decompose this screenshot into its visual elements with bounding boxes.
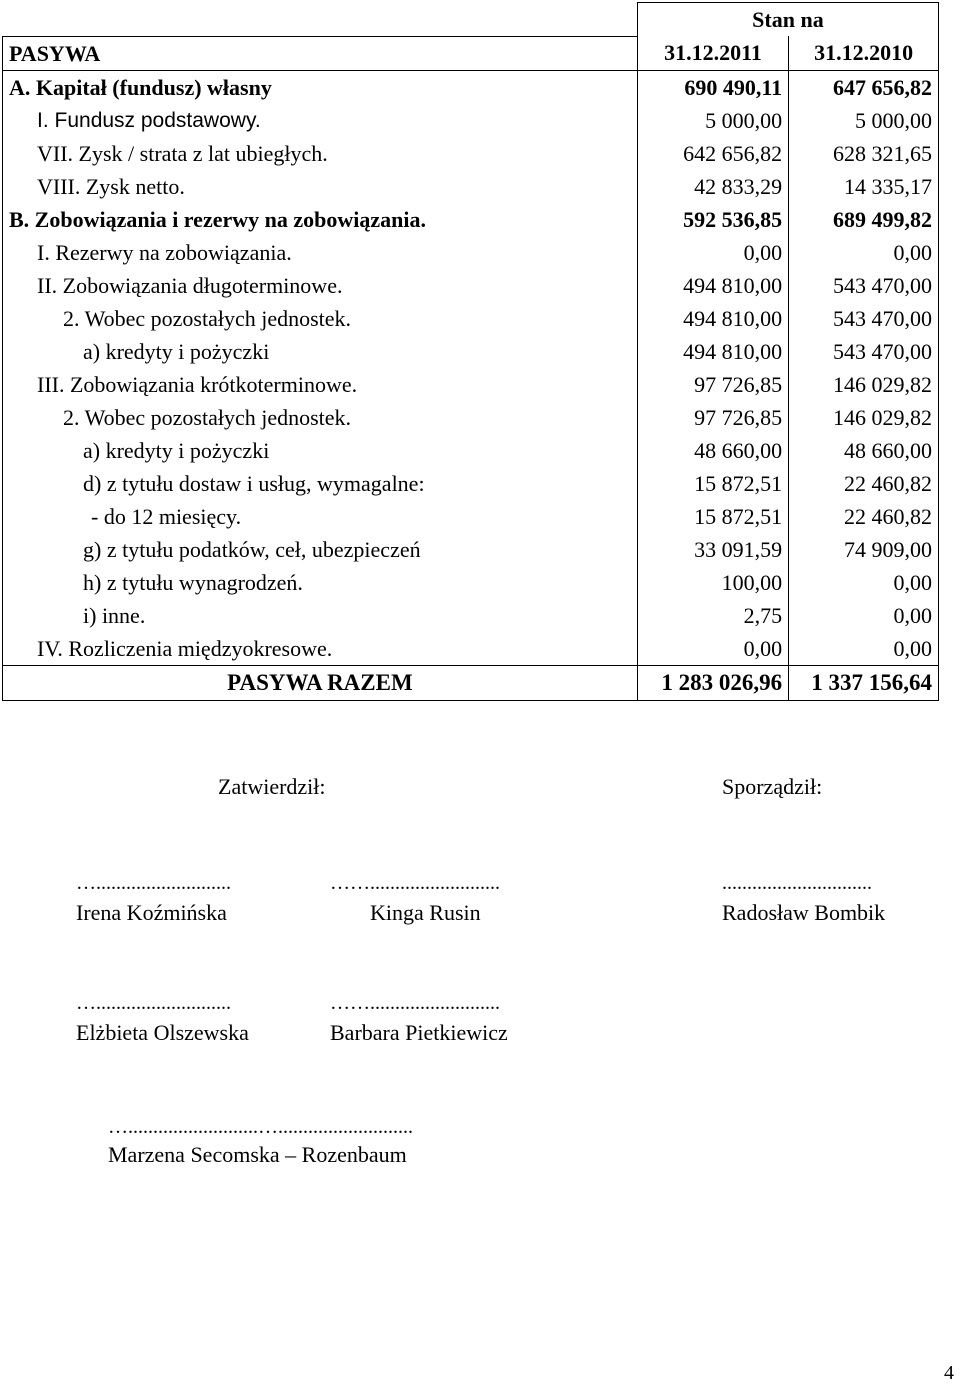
row-value-2011: 42 833,29 (637, 170, 788, 203)
signatory-name-3: Radosław Bombik (722, 900, 886, 925)
signatory-name-4: Elżbieta Olszewska (76, 1020, 249, 1045)
row-value-2011: 494 810,00 (637, 269, 788, 302)
row-value-2010: 146 029,82 (789, 401, 939, 434)
row-label: I. Rezerwy na zobowiązania. (3, 236, 638, 269)
signatory-name-1: Irena Koźmińska (76, 900, 227, 925)
row-value-2011: 15 872,51 (637, 467, 788, 500)
signature-line-6: …..........................…........................... (108, 1116, 413, 1138)
row-label: - do 12 miesięcy. (3, 500, 638, 533)
row-value-2010: 543 470,00 (789, 269, 939, 302)
row-value-2010: 146 029,82 (789, 368, 939, 401)
signatory-name-6: Marzena Secomska – Rozenbaum (108, 1142, 407, 1167)
row-value-2010: 22 460,82 (789, 500, 939, 533)
row-label: g) z tytułu podatków, ceł, ubezpieczeń (3, 533, 638, 566)
table-row (3, 467, 939, 500)
row-value-2011: 690 490,11 (637, 70, 788, 104)
header-row-stan (3, 3, 939, 37)
total-row (3, 665, 939, 700)
row-value-2011: 0,00 (637, 236, 788, 269)
total-value-2011: 1 283 026,96 (637, 665, 788, 700)
table-row (3, 533, 939, 566)
table-row (3, 368, 939, 401)
row-label: 2. Wobec pozostałych jednostek. (3, 302, 638, 335)
row-label: a) kredyty i pożyczki (3, 335, 638, 368)
stan-na-header: Stan na (637, 3, 938, 37)
row-label: d) z tytułu dostaw i usług, wymagalne: (3, 467, 638, 500)
row-value-2011: 0,00 (637, 632, 788, 666)
row-value-2010: 543 470,00 (789, 302, 939, 335)
row-label: I. Fundusz podstawowy. (3, 104, 638, 137)
signature-line-1: …........................... (76, 872, 231, 894)
header-row-dates (3, 36, 939, 70)
row-label: 2. Wobec pozostałych jednostek. (3, 401, 638, 434)
table-row (3, 566, 939, 599)
table-row (3, 599, 939, 632)
signature-line-4: …........................... (76, 992, 231, 1014)
row-value-2011: 2,75 (637, 599, 788, 632)
table-row (3, 269, 939, 302)
table-row (3, 203, 939, 236)
row-label: VII. Zysk / strata z lat ubiegłych. (3, 137, 638, 170)
approved-label: Zatwierdził: (218, 774, 326, 799)
row-value-2011: 642 656,82 (637, 137, 788, 170)
row-value-2010: 22 460,82 (789, 467, 939, 500)
row-label: VIII. Zysk netto. (3, 170, 638, 203)
signatory-name-2: Kinga Rusin (370, 900, 481, 925)
row-value-2010: 689 499,82 (789, 203, 939, 236)
table-row (3, 434, 939, 467)
row-value-2010: 543 470,00 (789, 335, 939, 368)
row-value-2010: 0,00 (789, 236, 939, 269)
table-row (3, 170, 939, 203)
row-value-2010: 48 660,00 (789, 434, 939, 467)
row-label: IV. Rozliczenia międzyokresowe. (3, 632, 638, 666)
row-value-2011: 100,00 (637, 566, 788, 599)
row-label: III. Zobowiązania krótkoterminowe. (3, 368, 638, 401)
table-row (3, 70, 939, 104)
row-value-2011: 48 660,00 (637, 434, 788, 467)
row-value-2010: 0,00 (789, 632, 939, 666)
row-value-2010: 628 321,65 (789, 137, 939, 170)
signatory-name-5: Barbara Pietkiewicz (330, 1020, 508, 1045)
row-value-2011: 592 536,85 (637, 203, 788, 236)
row-label: B. Zobowiązania i rezerwy na zobowiązania. (3, 203, 638, 236)
signature-line-3: .............................. (722, 872, 872, 894)
row-value-2010: 647 656,82 (789, 70, 939, 104)
row-label: A. Kapitał (fundusz) własny (3, 70, 638, 104)
table-row (3, 302, 939, 335)
row-value-2011: 494 810,00 (637, 335, 788, 368)
row-label: a) kredyty i pożyczki (3, 434, 638, 467)
page-number: 4 (944, 1362, 954, 1384)
row-label: II. Zobowiązania długoterminowe. (3, 269, 638, 302)
row-value-2010: 5 000,00 (789, 104, 939, 137)
prepared-label: Sporządził: (722, 774, 823, 799)
table-row (3, 137, 939, 170)
header-blank-cell (3, 3, 638, 37)
table-row (3, 401, 939, 434)
column-date-2011: 31.12.2011 (637, 36, 788, 70)
column-date-2010: 31.12.2010 (789, 36, 939, 70)
row-value-2011: 5 000,00 (637, 104, 788, 137)
row-label: h) z tytułu wynagrodzeń. (3, 566, 638, 599)
balance-sheet-table (2, 2, 939, 701)
table-row (3, 335, 939, 368)
row-value-2011: 33 091,59 (637, 533, 788, 566)
signature-line-5: …….......................... (330, 992, 500, 1014)
table-row (3, 632, 939, 666)
row-value-2010: 0,00 (789, 566, 939, 599)
row-value-2010: 14 335,17 (789, 170, 939, 203)
table-row (3, 500, 939, 533)
row-label: i) inne. (3, 599, 638, 632)
row-value-2011: 15 872,51 (637, 500, 788, 533)
row-value-2010: 0,00 (789, 599, 939, 632)
row-value-2011: 97 726,85 (637, 368, 788, 401)
row-value-2010: 74 909,00 (789, 533, 939, 566)
signature-line-2: …….......................... (330, 872, 500, 894)
table-row (3, 104, 939, 137)
row-value-2011: 494 810,00 (637, 302, 788, 335)
row-value-2011: 97 726,85 (637, 401, 788, 434)
total-label: PASYWA RAZEM (3, 665, 638, 700)
section-title: PASYWA (3, 36, 638, 70)
table-row (3, 236, 939, 269)
total-value-2010: 1 337 156,64 (789, 665, 939, 700)
